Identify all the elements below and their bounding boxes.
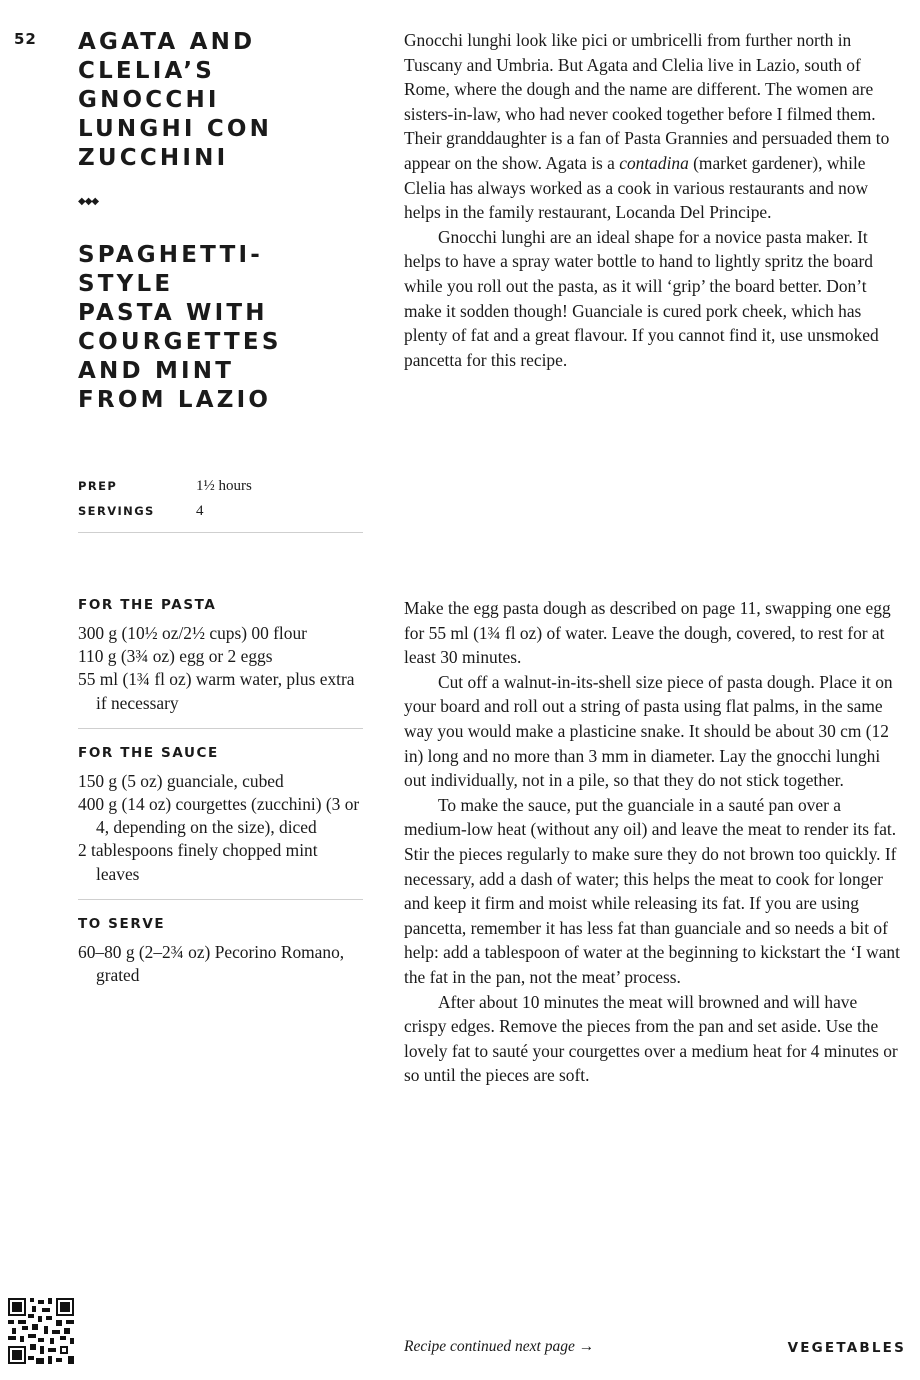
ingredients-divider <box>78 899 363 900</box>
method-step: Make the egg pasta dough as described on page 11, swapping one egg for 55 ml (1¾ fl oz) of water. Leave the dough, covered, to rest for at least 30 minutes. <box>404 598 891 668</box>
intro-text-run: Gnocchi lunghi look like pici or umbricelli from further north in Tuscany and Umbria. But Agata and Clelia live in Lazio, south of Rome, where the dough and the name are different. The women are sisters-in-law, who had never cooked together before I filmed them. Their granddaughter is a fan of Pasta Grannies and persuaded them to appear on the show. Agata is a <box>404 30 890 173</box>
intro-paragraph: Gnocchi lunghi are an ideal shape for a novice pasta maker. It helps to have a spray water bottle to hand to lightly spritz the board while you roll out the pasta, as it will ‘grip’ the board better. Don’t make it sodden though! Guanciale is cured pork cheek, which has plenty of fat and a great flavour. If you cannot find it, use unsmoked pancetta for this recipe. <box>404 226 879 370</box>
recipe-title <box>78 28 378 173</box>
method-step: To make the sauce, put the guanciale in a sauté pan over a medium-low heat (without any oil) and leave the meat to render its fat. Stir the pieces regularly to make sure they do not brown too quickly. If necessary, add a dash of water; this helps the meat to cook for longer and keep it firm and moist while releasing its fat. If you are using pancetta, remember it has less fat than guanciale and so needs a bit of help: add a tablespoon of water at the beginning to kickstart the ‘I want the fat in the pan, not the meat’ process. <box>404 794 900 987</box>
qr-code-icon[interactable] <box>8 1298 74 1364</box>
ingredient-item: 110 g (3¾ oz) egg or 2 eggs <box>78 646 273 667</box>
servings-label: SERVINGS <box>78 504 155 518</box>
ingredient-item: 60–80 g (2–2¾ oz) Pecorino Romano, grated <box>78 941 345 986</box>
method-text <box>404 596 904 1088</box>
servings-row <box>78 503 363 528</box>
section-name: VEGETABLES <box>787 1340 906 1356</box>
sauce-heading: FOR THE SAUCE <box>78 744 219 761</box>
prep-label: PREP <box>78 479 118 493</box>
prep-value: 1½ hours <box>196 478 252 494</box>
servings-value: 4 <box>196 503 204 519</box>
ingredient-item: 150 g (5 oz) guanciale, cubed <box>78 770 284 791</box>
ingredient-item: 300 g (10½ oz/2½ cups) 00 flour <box>78 623 307 643</box>
sauce-ingredients <box>78 770 363 886</box>
ingredients-divider <box>78 728 363 729</box>
title-line: GNOCCHI <box>78 87 220 113</box>
intro-text <box>404 28 908 372</box>
title-line: AGATA AND <box>78 29 256 55</box>
intro-paragraph <box>404 28 908 225</box>
meta-divider <box>78 532 363 533</box>
diamond-divider-icon: ◆◆◆ <box>78 196 99 207</box>
recipe-meta <box>78 478 363 533</box>
pasta-ingredients <box>78 622 363 715</box>
method-step: After about 10 minutes the meat will browned and will have crispy edges. Remove the pieces from the pan and set aside. Use the lovely fat to sauté your courgettes over a medium heat for 4 minutes or so until the pieces are soft. <box>404 991 898 1086</box>
pasta-heading: FOR THE PASTA <box>78 597 217 613</box>
subtitle-line: COURGETTES <box>78 329 282 355</box>
intro-text-run: (market gardener), while Clelia has always worked as a cook in various restaurants and now helps in the family restaurant, Locanda Del Principe. <box>404 152 869 223</box>
continued-note: Recipe continued next page → <box>404 1338 595 1355</box>
prep-row <box>78 478 363 503</box>
ingredients-column <box>78 596 363 987</box>
ingredient-item: 2 tablespoons finely chopped mint leaves <box>78 840 318 884</box>
page-number: 52 <box>14 30 37 48</box>
serve-ingredients <box>78 941 363 987</box>
ingredient-item: 400 g (14 oz) courgettes (zucchini) (3 or 4, depending on the size), diced <box>78 794 360 838</box>
subtitle-line: AND MINT <box>78 358 235 384</box>
title-line: LUNGHI CON <box>78 116 273 142</box>
title-line: CLELIA’S <box>78 58 216 84</box>
subtitle-line: STYLE <box>78 271 174 297</box>
serve-heading: TO SERVE <box>78 915 166 932</box>
subtitle-line: SPAGHETTI- <box>78 242 263 268</box>
recipe-subtitle <box>78 241 388 415</box>
intro-italic-term: contadina <box>619 152 689 173</box>
subtitle-line: FROM LAZIO <box>78 387 272 413</box>
subtitle-line: PASTA WITH <box>78 300 268 326</box>
method-step: Cut off a walnut-in-its-shell size piece of pasta dough. Place it on your board and roll out a string of pasta using flat palms, in the same way you would make a plasticine snake. It should be about 30 cm (12 in) long and no more than 3 mm in diameter. Lay the gnocchi lunghi out individually, not in a pile, so that they do not stick together. <box>404 671 893 791</box>
title-line: ZUCCHINI <box>78 145 229 171</box>
ingredient-item: 55 ml (1¾ fl oz) warm water, plus extra if necessary <box>78 669 355 713</box>
